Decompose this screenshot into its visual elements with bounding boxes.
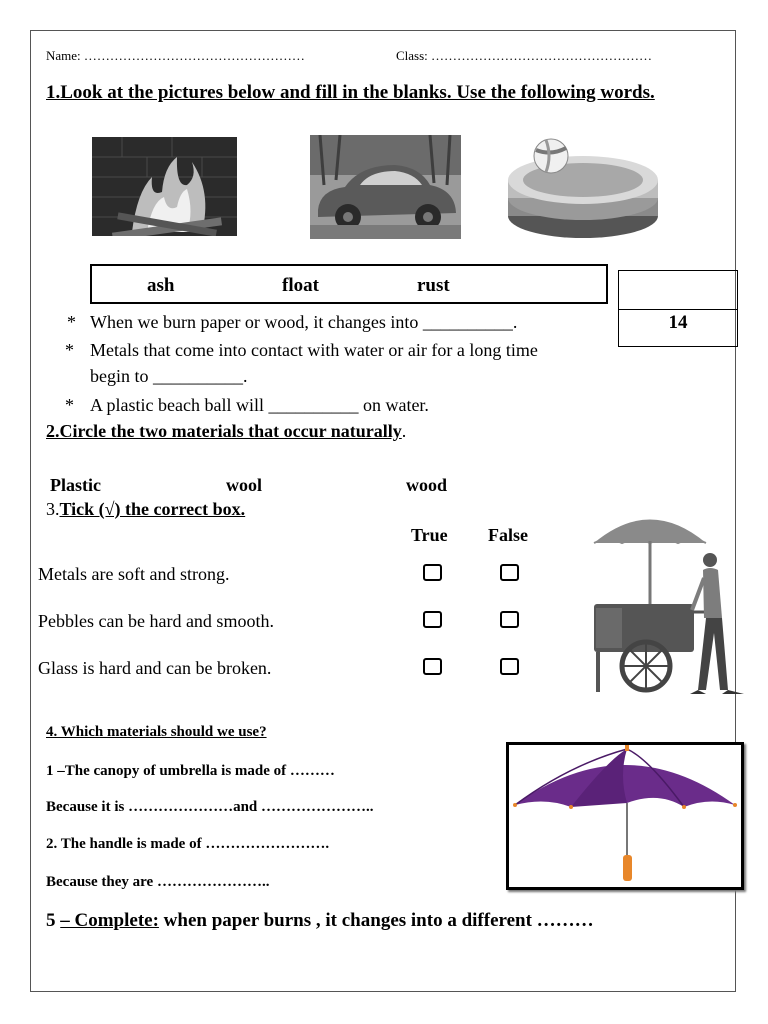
- true-column-header: True: [411, 525, 448, 545]
- name-line: Name: ……………………………………………: [46, 48, 305, 63]
- sentence-metals-line2: begin to __________.: [90, 366, 248, 386]
- checkbox-false-2[interactable]: [500, 611, 519, 628]
- question-3-title: [46, 499, 245, 520]
- material-option-wool[interactable]: wool: [226, 475, 262, 495]
- question-2-title-text: 2.Circle the two materials that occur naturally: [46, 421, 402, 441]
- umbrella-cart-vendor-picture: [586, 508, 746, 705]
- paddling-pool-picture: [506, 136, 661, 245]
- umbrella-picture-frame: [506, 742, 744, 890]
- score-box-divider: [619, 309, 737, 310]
- question-2-title-end: .: [401, 421, 407, 441]
- fire-picture: [92, 137, 237, 241]
- question-5-label: 5: [46, 910, 61, 931]
- word-bank-box: [90, 264, 608, 304]
- question-3-title-text: Tick (√) the correct box.: [59, 499, 246, 519]
- question-3-number: 3.: [46, 499, 60, 519]
- bullet-marker: *: [67, 312, 76, 332]
- sentence-burn: When we burn paper or wood, it changes into __________.: [90, 312, 518, 332]
- material-option-plastic[interactable]: Plastic: [50, 475, 101, 495]
- question-5: [46, 910, 594, 932]
- statement-glass: Glass is hard and can be broken.: [38, 658, 272, 678]
- material-option-wood[interactable]: wood: [406, 475, 448, 495]
- statement-pebbles: Pebbles can be hard and smooth.: [38, 611, 274, 631]
- sentence-metals-line1: Metals that come into contact with water or air for a long time: [90, 340, 538, 360]
- false-column-header: False: [488, 525, 528, 545]
- word-bank-item: rust: [417, 275, 450, 296]
- question-1-title: 1.Look at the pictures below and fill in the blanks. Use the following words.: [46, 82, 655, 103]
- checkbox-true-3[interactable]: [423, 658, 442, 675]
- question-5-text: when paper burns , it changes into a different ………: [158, 910, 594, 931]
- question-4-title: 4. Which materials should we use?: [46, 724, 267, 740]
- bullet-marker: *: [65, 395, 74, 415]
- checkbox-false-3[interactable]: [500, 658, 519, 675]
- statement-metals: Metals are soft and strong.: [38, 564, 230, 584]
- handle-question: 2. The handle is made of …………………….: [46, 836, 330, 852]
- checkbox-true-2[interactable]: [423, 611, 442, 628]
- score-box: [618, 270, 738, 347]
- checkbox-true-1[interactable]: [423, 564, 442, 581]
- sentence-beach-ball: A plastic beach ball will __________ on water.: [90, 395, 429, 415]
- handle-because-line: Because they are …………………..: [46, 874, 270, 890]
- bullet-marker: *: [65, 340, 74, 360]
- checkbox-false-1[interactable]: [500, 564, 519, 581]
- score-value: 14: [668, 312, 688, 333]
- canopy-question: 1 –The canopy of umbrella is made of ………: [46, 763, 335, 779]
- word-bank-item: float: [282, 275, 319, 296]
- question-5-heading: – Complete:: [60, 910, 159, 931]
- class-line: Class: ……………………………………………: [396, 48, 653, 63]
- umbrella-picture: [509, 745, 741, 887]
- question-2-title: [46, 421, 406, 442]
- rusty-car-picture: [310, 135, 461, 244]
- canopy-because-line: Because it is …………………and …………………..: [46, 799, 374, 815]
- word-bank-item: ash: [147, 275, 175, 296]
